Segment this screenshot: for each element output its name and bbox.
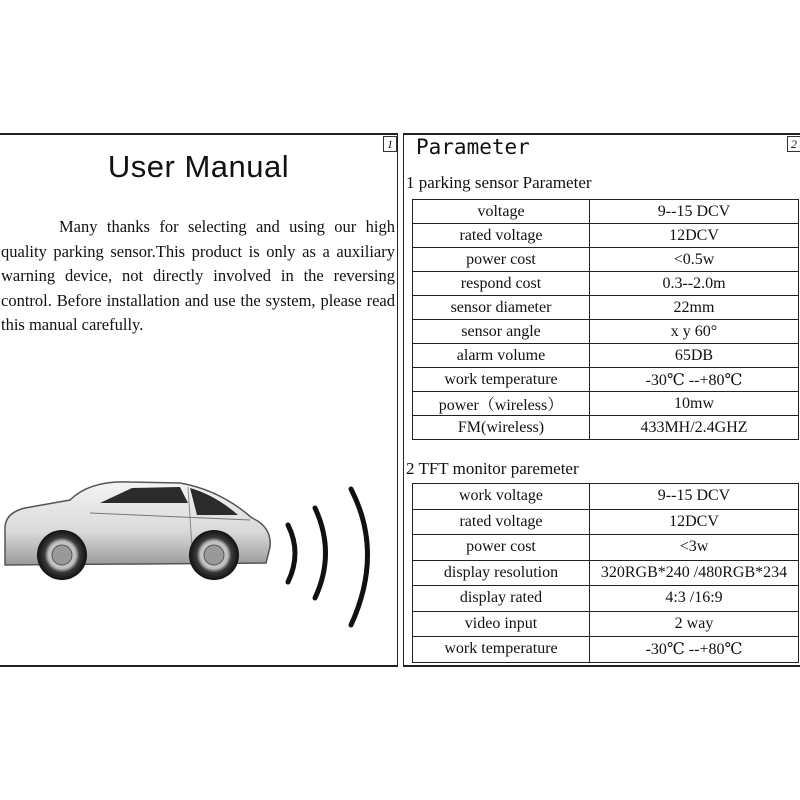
parameter-name: display resolution	[413, 560, 590, 586]
tft-monitor-table	[412, 483, 799, 663]
right-page	[403, 133, 800, 667]
parameter-value: 22mm	[590, 296, 799, 320]
table-row	[413, 560, 799, 586]
table-row	[413, 611, 799, 637]
parameter-name: work voltage	[413, 484, 590, 510]
parameter-value: <3w	[590, 535, 799, 561]
parameter-value: 433MH/2.4GHZ	[590, 416, 799, 440]
parameter-value: 12DCV	[590, 509, 799, 535]
parameter-title: Parameter	[416, 135, 530, 159]
sensor-waves	[288, 489, 368, 625]
manual-title: User Manual	[107, 149, 290, 184]
parameter-value: 12DCV	[590, 224, 799, 248]
parameter-value: 320RGB*240 /480RGB*234	[590, 560, 799, 586]
parameter-value: -30℃ --+80℃	[590, 637, 799, 663]
table-row	[413, 248, 799, 272]
parameter-name: rated voltage	[413, 509, 590, 535]
parameter-value: 9--15 DCV	[590, 484, 799, 510]
parameter-value: 4:3 /16:9	[590, 586, 799, 612]
page-number: 2	[787, 136, 800, 152]
parameter-name: sensor diameter	[413, 296, 590, 320]
table-row	[413, 586, 799, 612]
parameter-name: work temperature	[413, 368, 590, 392]
parameter-name: video input	[413, 611, 590, 637]
parameter-value: 65DB	[590, 344, 799, 368]
parameter-name: rated voltage	[413, 224, 590, 248]
parameter-name: power cost	[413, 248, 590, 272]
parameter-value: 10mw	[590, 392, 799, 416]
parking-section-title: 1 parking sensor Parameter	[406, 173, 592, 192]
table-row	[413, 416, 799, 440]
parameter-value: 0.3--2.0m	[590, 272, 799, 296]
table-row	[413, 392, 799, 416]
parameter-value: 2 way	[590, 611, 799, 637]
parameter-name: voltage	[413, 200, 590, 224]
parking-sensor-table	[412, 199, 799, 440]
parameter-name: work temperature	[413, 637, 590, 663]
table-row	[413, 535, 799, 561]
tft-section-title: 2 TFT monitor paremeter	[406, 459, 579, 478]
parameter-name: power（wireless）	[413, 392, 590, 416]
parameter-value: -30℃ --+80℃	[590, 368, 799, 392]
parameter-name: respond cost	[413, 272, 590, 296]
table-row	[413, 320, 799, 344]
table-row	[413, 224, 799, 248]
table-row	[413, 344, 799, 368]
parameter-name: alarm volume	[413, 344, 590, 368]
parameter-name: FM(wireless)	[413, 416, 590, 440]
parameter-name: display rated	[413, 586, 590, 612]
table-row	[413, 509, 799, 535]
parameter-name: sensor angle	[413, 320, 590, 344]
car-illustration	[0, 135, 397, 665]
parameter-name: power cost	[413, 535, 590, 561]
table-row	[413, 272, 799, 296]
parameter-value: x y 60°	[590, 320, 799, 344]
table-row	[413, 200, 799, 224]
parameter-value: <0.5w	[590, 248, 799, 272]
table-row	[413, 637, 799, 663]
table-row	[413, 484, 799, 510]
table-row	[413, 368, 799, 392]
page-number: 1	[383, 136, 397, 152]
intro-text: Many thanks for selecting and using our high quality parking sensor.This product is only as a auxiliary warning device, not directly involved in the reversing control. Before installation and use the system, please read this manual carefully.	[1, 217, 395, 334]
table-row	[413, 296, 799, 320]
left-page	[0, 133, 398, 667]
parameter-value: 9--15 DCV	[590, 200, 799, 224]
